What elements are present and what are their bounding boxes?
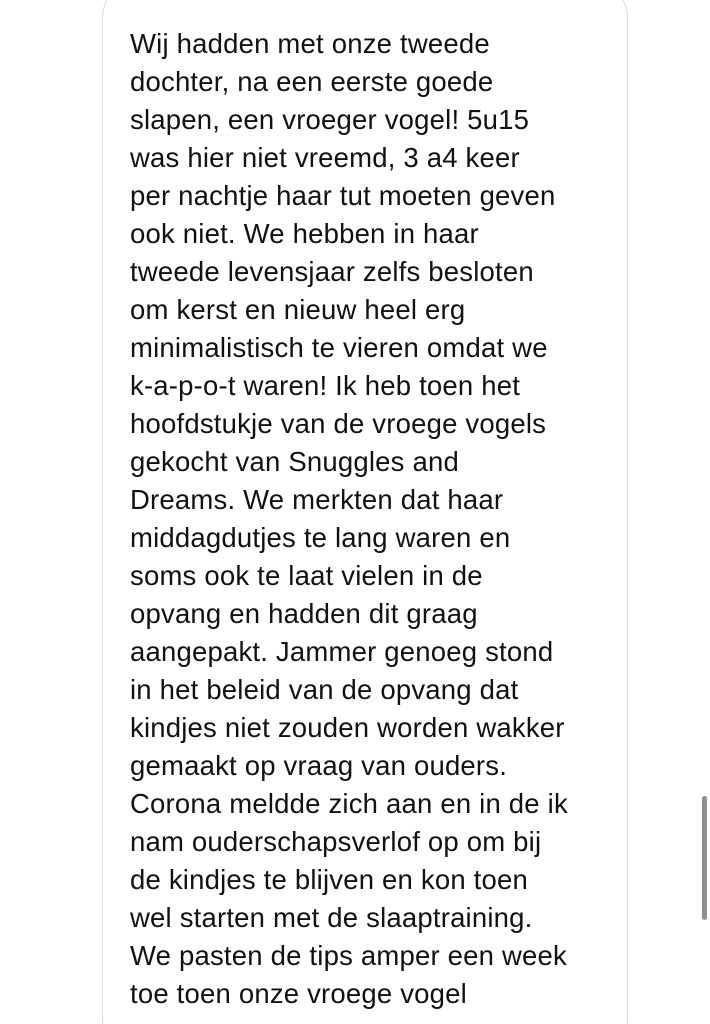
message-line: Dreams. We merkten dat haar [130, 484, 504, 515]
message-line: aangepakt. Jammer genoeg stond [130, 636, 554, 667]
message-line: hoofdstukje van de vroege vogels [130, 408, 547, 439]
message-line: soms ook te laat vielen in de [130, 560, 483, 591]
message-line: opvang en hadden dit graag [130, 598, 478, 629]
message-line: minimalistisch te vieren omdat we [130, 332, 548, 363]
scrollbar-thumb[interactable] [702, 796, 707, 920]
message-line: wel starten met de slaaptraining. [130, 902, 533, 933]
message-line: dochter, na een eerste goede [130, 66, 494, 97]
message-line: We pasten de tips amper een week [130, 940, 567, 971]
message-line: slapen, een vroeger vogel! 5u15 [130, 104, 530, 135]
message-line: per nachtje haar tut moeten geven [130, 180, 556, 211]
message-line: gemaakt op vraag van ouders. [130, 750, 508, 781]
message-line: nam ouderschapsverlof op om bij [130, 826, 542, 857]
message-line: k-a-p-o-t waren! Ik heb toen het [130, 370, 521, 401]
message-line: tweede levensjaar zelfs besloten [130, 256, 534, 287]
message-line: Wij hadden met onze tweede [130, 28, 490, 59]
message-line: de kindjes te blijven en kon toen [130, 864, 528, 895]
message-line: gekocht van Snuggles and [130, 446, 459, 477]
message-line: was hier niet vreemd, 3 a4 keer [130, 142, 520, 173]
message-line: middagdutjes te lang waren en [130, 522, 511, 553]
message-line: in het beleid van de opvang dat [130, 674, 519, 705]
message-line: kindjes niet zouden worden wakker [130, 712, 565, 743]
message-line: ook niet. We hebben in haar [130, 218, 479, 249]
message-line: om kerst en nieuw heel erg [130, 294, 466, 325]
message-line: Corona meldde zich aan en in de ik [130, 788, 568, 819]
message-line: toe toen onze vroege vogel [130, 978, 467, 1009]
message-text [130, 25, 630, 1013]
